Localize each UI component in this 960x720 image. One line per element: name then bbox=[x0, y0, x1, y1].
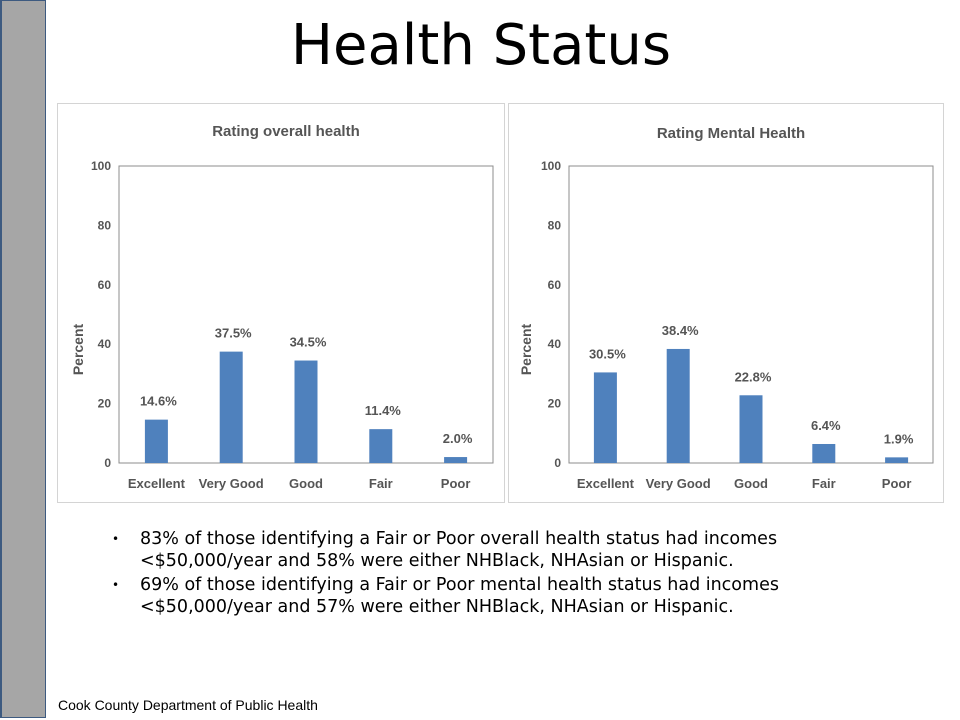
bar-good bbox=[740, 395, 763, 463]
bullet-text: 83% of those identifying a Fair or Poor overall health status had incomes <$50,000/year and 58% were either NHBlack, NHAsian or Hispanic. bbox=[140, 529, 778, 571]
data-label: 1.9% bbox=[883, 431, 914, 447]
bar-very-good bbox=[220, 352, 243, 463]
bar-very-good bbox=[667, 349, 690, 463]
y-tick-label: 40 bbox=[97, 337, 111, 352]
data-label: 6.4% bbox=[810, 417, 841, 433]
bar-fair bbox=[812, 444, 835, 463]
data-label: 30.5% bbox=[588, 346, 626, 362]
data-label: 22.8% bbox=[734, 369, 772, 385]
bar-poor bbox=[444, 457, 467, 463]
data-label: 14.6% bbox=[139, 393, 177, 409]
sidebar-bar bbox=[0, 0, 46, 718]
x-tick-label: Poor bbox=[881, 476, 912, 491]
y-tick-label: 0 bbox=[104, 456, 111, 470]
y-tick-label: 20 bbox=[547, 396, 561, 411]
y-tick-label: 40 bbox=[547, 337, 561, 352]
y-tick-label: 60 bbox=[97, 277, 111, 292]
footer-text: Cook County Department of Public Health bbox=[58, 697, 318, 713]
y-tick-label: 80 bbox=[547, 218, 561, 233]
y-axis-label: Percent bbox=[518, 323, 534, 376]
bar-excellent bbox=[594, 372, 617, 463]
bar-excellent bbox=[145, 420, 168, 463]
x-tick-label: Very Good bbox=[198, 476, 264, 491]
bullet-item bbox=[112, 574, 902, 618]
slide-title: Health Status bbox=[290, 13, 672, 78]
chart-overall-health-svg bbox=[58, 104, 506, 504]
data-label: 34.5% bbox=[289, 334, 327, 350]
x-tick-label: Poor bbox=[440, 476, 471, 491]
y-tick-label: 100 bbox=[540, 159, 561, 173]
chart-title: Rating Mental Health bbox=[656, 125, 806, 142]
data-label: 2.0% bbox=[442, 431, 473, 447]
y-tick-label: 100 bbox=[90, 159, 111, 173]
x-tick-label: Good bbox=[289, 476, 323, 491]
bullet-dot-icon: • bbox=[112, 532, 120, 546]
y-tick-label: 80 bbox=[97, 218, 111, 233]
data-label: 11.4% bbox=[364, 403, 401, 419]
chart-overall-health bbox=[57, 103, 505, 503]
x-tick-label: Excellent bbox=[127, 476, 185, 491]
bullet-item bbox=[112, 528, 902, 572]
data-label: 38.4% bbox=[661, 322, 699, 338]
bar-fair bbox=[369, 429, 392, 463]
bar-good bbox=[295, 361, 318, 463]
x-tick-label: Fair bbox=[811, 476, 836, 491]
x-tick-label: Excellent bbox=[576, 476, 634, 491]
bullet-text: 69% of those identifying a Fair or Poor mental health status had incomes <$50,000/year and 57% were either NHBlack, NHAsian or Hispanic. bbox=[140, 575, 779, 617]
chart-mental-health bbox=[508, 103, 944, 503]
y-axis-label: Percent bbox=[70, 323, 86, 376]
y-tick-label: 0 bbox=[554, 456, 561, 470]
y-tick-label: 20 bbox=[97, 396, 111, 411]
x-tick-label: Good bbox=[734, 476, 768, 491]
bar-poor bbox=[885, 457, 908, 463]
bullet-list bbox=[112, 528, 902, 620]
chart-mental-health-svg bbox=[509, 104, 945, 504]
bullet-dot-icon: • bbox=[112, 578, 120, 592]
x-tick-label: Very Good bbox=[645, 476, 711, 491]
chart-title: Rating overall health bbox=[212, 123, 360, 140]
x-tick-label: Fair bbox=[368, 476, 393, 491]
y-tick-label: 60 bbox=[547, 277, 561, 292]
data-label: 37.5% bbox=[214, 325, 252, 341]
